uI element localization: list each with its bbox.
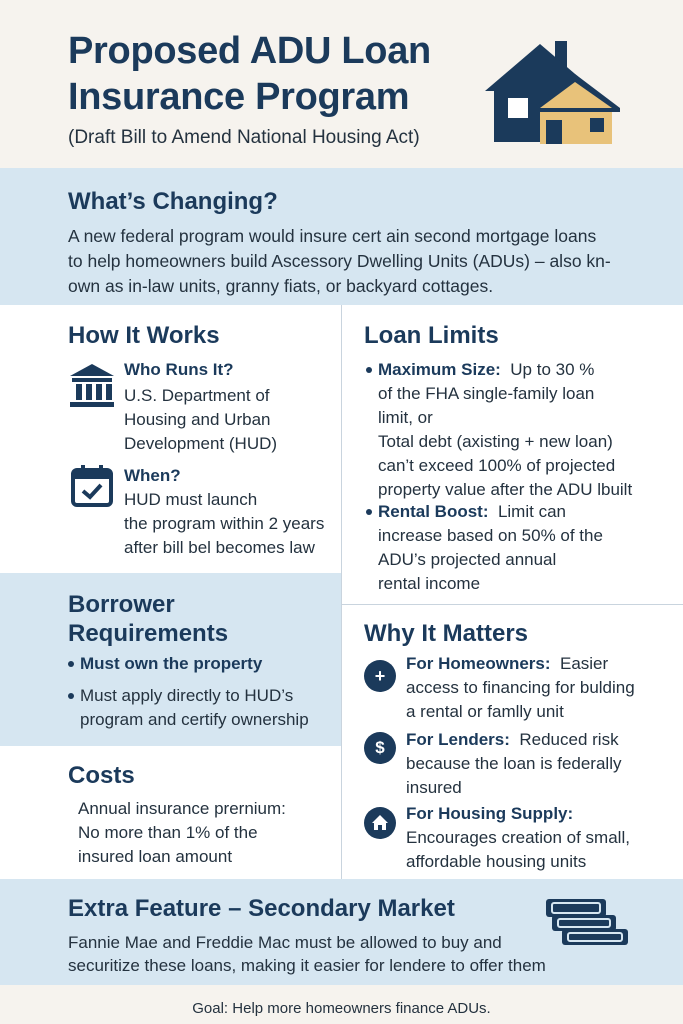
text-line: affordable housing units [406, 852, 587, 871]
text-line: increase based on 50% of the [378, 526, 603, 545]
text-line: Total debt (axisting + new loan) [378, 432, 613, 451]
own-property-item [80, 652, 262, 676]
text-line: own as in-law units, granny fiats, or backyard cottages. [68, 276, 494, 296]
title-line-1: Proposed ADU Loan [68, 30, 431, 72]
extra-feature-heading: Extra Feature – Secondary Market [68, 895, 455, 922]
text-line: access to financing for bulding [406, 678, 635, 697]
text-line: insured loan amount [78, 847, 233, 866]
costs-text [78, 797, 286, 869]
max-size-item [378, 358, 678, 502]
loan-limits-heading: Loan Limits [364, 322, 499, 349]
whats-changing-heading: What’s Changing? [68, 188, 278, 215]
extra-feature-section [0, 879, 683, 985]
homeowners-label: For Homeowners: [406, 654, 551, 673]
housing-supply-item [406, 802, 676, 874]
text-line: insured [406, 778, 462, 797]
text-line: can’t exceed 100% of projected [378, 456, 616, 475]
text-line: program and certify ownership [80, 710, 309, 729]
text-line: of the FHA single-family loan [378, 384, 595, 403]
apply-item [80, 684, 309, 732]
text-line: securitize these loans, making it easier for lendere to offer them [68, 956, 546, 975]
max-size-label: Maximum Size: [378, 360, 501, 379]
home-icon [364, 807, 396, 839]
heading-line: Requirements [68, 620, 229, 647]
text-line: Encourages creation of small, [406, 828, 630, 847]
row-divider [342, 604, 683, 605]
text-line: Fannie Mae and Freddie Mac must be allowed to buy and [68, 933, 502, 952]
text-line: Housing and Urban [124, 410, 271, 429]
text-line: Limit can [497, 502, 566, 521]
when-text [124, 488, 324, 560]
text-line: to help homeowners build Ascessory Dwelling Units (ADUs) – also kn- [68, 251, 611, 271]
whats-changing-text [68, 224, 668, 299]
text-line: U.S. Department of [124, 386, 270, 405]
text-line: Reduced risk [519, 730, 619, 749]
why-it-matters-heading: Why It Matters [364, 620, 529, 647]
house-icon [480, 36, 630, 146]
text-line: Annual insurance prernium: [78, 799, 286, 818]
page-subtitle: (Draft Bill to Amend National Housing Act) [68, 127, 420, 148]
page-title [68, 28, 431, 120]
plus-icon: + [364, 660, 396, 692]
title-line-2: Insurance Program [68, 76, 410, 118]
text-line: HUD must launch [124, 490, 258, 509]
text-line: No more than 1% of the [78, 823, 258, 842]
text-line: a rental or famlly unit [406, 702, 564, 721]
text-line: Easier [559, 654, 609, 673]
bullet-dot [68, 661, 74, 667]
dollar-icon: $ [364, 732, 396, 764]
rental-boost-label: Rental Boost: [378, 502, 489, 521]
costs-heading: Costs [68, 762, 135, 789]
money-stack-icon [542, 893, 632, 953]
housing-supply-label: For Housing Supply: [406, 804, 574, 823]
column-divider [341, 305, 342, 879]
text-line: after bill bel becomes law [124, 538, 315, 557]
text-line: Up to 30 % [510, 360, 595, 379]
who-runs-it-text [124, 384, 277, 456]
when-label: When? [124, 466, 181, 485]
borrower-requirements-heading [68, 590, 228, 648]
lenders-item [406, 728, 676, 800]
government-building-icon [68, 362, 116, 408]
bullet-dot [366, 367, 372, 373]
text-line: property value after the ADU lbuilt [378, 480, 633, 499]
text-line: limit, or [378, 408, 433, 427]
text-line: ADU’s projected annual [378, 550, 557, 569]
goal-text: Goal: Help more homeowners finance ADUs. [192, 1000, 491, 1017]
header [0, 0, 683, 168]
text-line: the program within 2 years [124, 514, 325, 533]
text-line: A new federal program would insure cert ain second mortgage loans [68, 226, 597, 246]
who-runs-it-label: Who Runs It? [124, 360, 234, 379]
text-line: because the loan is federally [406, 754, 622, 773]
own-property-text: Must own the property [80, 654, 263, 673]
bullet-dot [366, 509, 372, 515]
whats-changing-section [0, 168, 683, 305]
how-it-works-heading: How It Works [68, 322, 220, 349]
lenders-label: For Lenders: [406, 730, 510, 749]
text-line: Must apply directly to HUD’s [80, 686, 294, 705]
rental-boost-item [378, 500, 678, 596]
text-line: Development (HUD) [124, 434, 278, 453]
heading-line: Borrower [68, 591, 175, 618]
text-line: rental income [378, 574, 481, 593]
calendar-check-icon [70, 464, 114, 508]
home-glyph [371, 814, 389, 832]
homeowners-item [406, 652, 676, 724]
bullet-dot [68, 693, 74, 699]
